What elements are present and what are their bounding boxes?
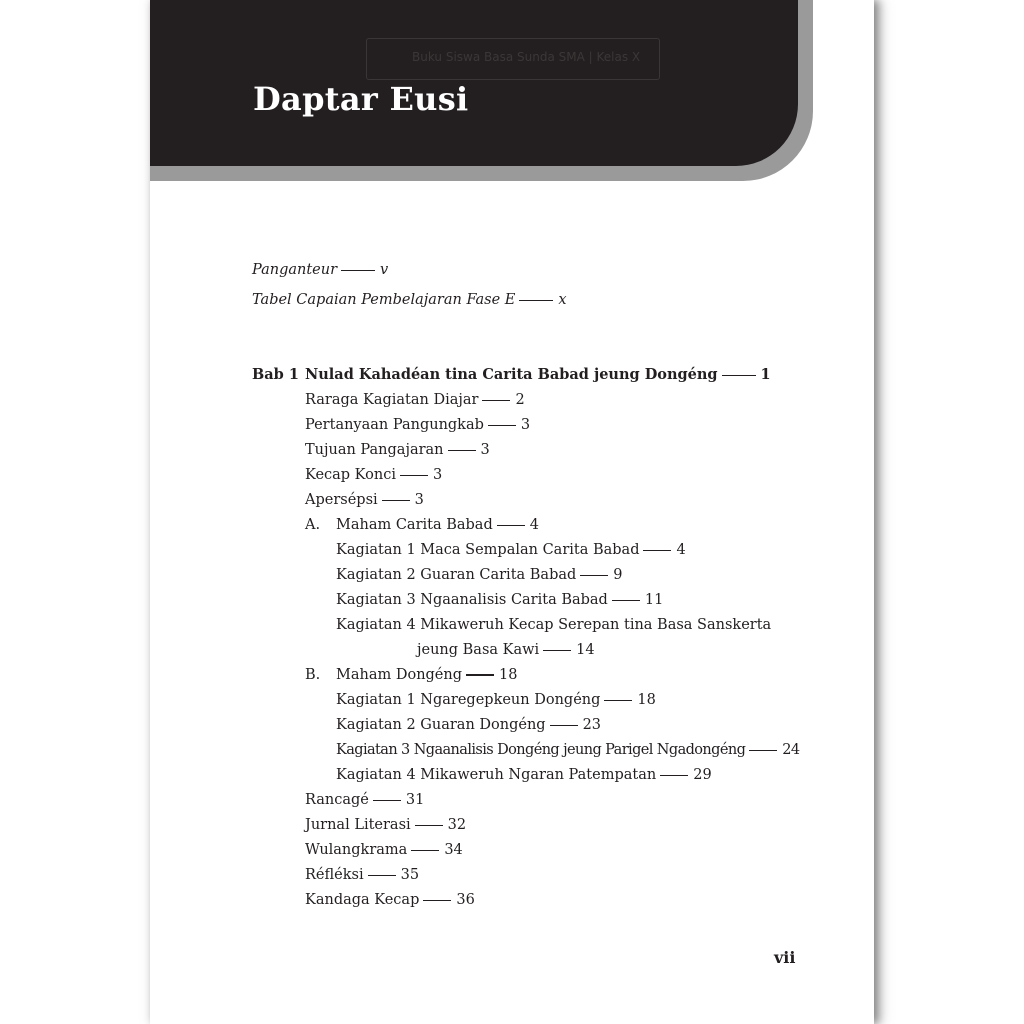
toc-entry-label: Kecap Konci bbox=[305, 467, 396, 483]
toc-entry-page: 29 bbox=[693, 767, 712, 783]
toc-entry-page: 3 bbox=[520, 417, 531, 433]
toc-entry-page: 3 bbox=[414, 492, 424, 508]
toc-entry-b-kagiatan-4 bbox=[336, 766, 712, 784]
toc-entry-page: 18 bbox=[637, 692, 656, 708]
toc-entry-raraga bbox=[305, 391, 525, 409]
toc-entry-label: Apersépsi bbox=[305, 492, 378, 508]
toc-entry-page: 34 bbox=[444, 842, 463, 858]
toc-entry-jurnal bbox=[305, 816, 466, 834]
toc-entry-label: Raraga Kagiatan Diajar bbox=[305, 392, 479, 408]
leader-dash bbox=[341, 270, 375, 271]
header-band bbox=[150, 0, 798, 166]
leader-dash bbox=[550, 725, 578, 726]
toc-entry-label: jeung Basa Kawi bbox=[417, 642, 540, 658]
leader-dash bbox=[488, 425, 516, 426]
chapter-title: Nulad Kahadéan tina Carita Babad jeung Dongéng bbox=[305, 366, 718, 383]
leader-dash bbox=[612, 600, 640, 601]
leader-dash bbox=[382, 500, 410, 501]
toc-entry-page: 4 bbox=[676, 542, 686, 558]
toc-entry-tabel-capaian bbox=[252, 291, 567, 309]
toc-entry-page: 32 bbox=[447, 817, 467, 833]
toc-entry-label: Pertanyaan Pangungkab bbox=[305, 417, 484, 433]
toc-entry-kecap-konci bbox=[305, 466, 442, 484]
toc-entry-label: Wulangkrama bbox=[305, 842, 408, 858]
toc-entry-label: Kagiatan 3 Ngaanalisis Dongéng jeung Parigel Ngadongéng bbox=[336, 742, 746, 758]
toc-entry-a-kagiatan-4: Kagiatan 4 Mikaweruh Kecap Serepan tina Basa Sanskerta bbox=[336, 617, 772, 633]
toc-entry-a-kagiatan-2 bbox=[336, 566, 623, 584]
leader-dash bbox=[660, 775, 688, 776]
toc-entry-kandaga bbox=[305, 891, 475, 909]
leader-dash bbox=[373, 800, 401, 801]
toc-entry-page: 3 bbox=[432, 467, 443, 483]
toc-entry-a-kagiatan-3 bbox=[336, 591, 663, 609]
toc-entry-label: Tabel Capaian Pembelajaran Fase E bbox=[252, 292, 516, 308]
toc-entry-label: Kagiatan 3 Ngaanalisis Carita Babad bbox=[336, 592, 608, 608]
toc-entry-page: 31 bbox=[405, 792, 425, 808]
toc-entry-page: 3 bbox=[480, 442, 490, 458]
section-letter-b: B. bbox=[305, 667, 321, 683]
toc-entry-section-b bbox=[336, 666, 517, 684]
leader-dash bbox=[519, 300, 553, 301]
toc-entry-b-kagiatan-2 bbox=[336, 716, 601, 734]
leader-dash bbox=[415, 825, 443, 826]
toc-entry-label: Kagiatan 1 Ngaregepkeun Dongéng bbox=[336, 692, 601, 708]
section-letter-a: A. bbox=[305, 517, 321, 533]
page-number: vii bbox=[774, 948, 796, 967]
leader-dash bbox=[749, 750, 777, 751]
toc-entry-page: 4 bbox=[529, 517, 539, 533]
toc-entry-label: Maham Carita Babad bbox=[336, 517, 493, 533]
toc-entry-label: Tujuan Pangajaran bbox=[305, 442, 444, 458]
toc-entry-page: 18 bbox=[499, 667, 518, 683]
book-page bbox=[150, 0, 874, 1024]
leader-dash bbox=[497, 525, 525, 526]
chapter-page: 1 bbox=[760, 366, 771, 383]
toc-entry-section-a bbox=[336, 516, 539, 534]
toc-entry-label: Maham Dongéng bbox=[336, 667, 463, 683]
leader-dash bbox=[482, 400, 510, 401]
toc-entry-b-kagiatan-3 bbox=[336, 741, 800, 759]
toc-entry-page: 11 bbox=[644, 592, 664, 608]
toc-entry-label: Panganteur bbox=[252, 262, 338, 278]
toc-entry-b-kagiatan-1 bbox=[336, 691, 656, 709]
page-title: Daptar Eusi bbox=[253, 80, 469, 118]
leader-dash bbox=[604, 700, 632, 701]
toc-entry-page: v bbox=[380, 262, 389, 278]
toc-entry-page: 36 bbox=[456, 892, 475, 908]
leader-dash bbox=[448, 450, 476, 451]
leader-dash bbox=[722, 375, 756, 376]
toc-entry-wulangkrama bbox=[305, 841, 463, 859]
toc-entry-label: Réfléksi bbox=[305, 867, 364, 883]
toc-entry-label: Kandaga Kecap bbox=[305, 892, 420, 908]
toc-entry-rancage bbox=[305, 791, 424, 809]
chapter-number: Bab 1 bbox=[252, 366, 299, 383]
chapter-heading bbox=[305, 366, 771, 384]
toc-entry-page: 24 bbox=[782, 742, 800, 758]
leader-dash bbox=[368, 875, 396, 876]
toc-entry-label: Kagiatan 1 Maca Sempalan Carita Babad bbox=[336, 542, 640, 558]
toc-entry-pertanyaan bbox=[305, 416, 530, 434]
toc-entry-a-kagiatan-4-cont bbox=[417, 641, 595, 659]
leader-dash bbox=[543, 650, 571, 651]
toc-entry-label: Kagiatan 2 Guaran Carita Babad bbox=[336, 567, 577, 583]
toc-entry-label: Kagiatan 2 Guaran Dongéng bbox=[336, 717, 546, 733]
toc-entry-page: 2 bbox=[515, 392, 525, 408]
toc-entry-page: 14 bbox=[576, 642, 595, 658]
leader-dash bbox=[643, 550, 671, 551]
toc-entry-a-kagiatan-1 bbox=[336, 541, 686, 559]
leader-dash bbox=[423, 900, 451, 901]
toc-entry-tujuan bbox=[305, 441, 490, 459]
toc-entry-apersepsi bbox=[305, 491, 424, 509]
leader-dash bbox=[400, 475, 428, 476]
toc-entry-page: 23 bbox=[582, 717, 602, 733]
toc-entry-refleksi bbox=[305, 866, 419, 884]
ghost-label-text: Buku Siswa Basa Sunda SMA | Kelas X bbox=[412, 50, 641, 64]
leader-dash bbox=[580, 575, 608, 576]
toc-entry-label: Jurnal Literasi bbox=[305, 817, 411, 833]
toc-entry-page: 9 bbox=[613, 567, 623, 583]
toc-entry-panganteur bbox=[252, 261, 388, 279]
toc-entry-page: x bbox=[558, 292, 567, 308]
leader-dash bbox=[466, 674, 494, 676]
toc-entry-label: Rancagé bbox=[305, 792, 369, 808]
toc-entry-label: Kagiatan 4 Mikaweruh Ngaran Patempatan bbox=[336, 767, 657, 783]
toc-entry-page: 35 bbox=[400, 867, 420, 883]
leader-dash bbox=[411, 850, 439, 851]
